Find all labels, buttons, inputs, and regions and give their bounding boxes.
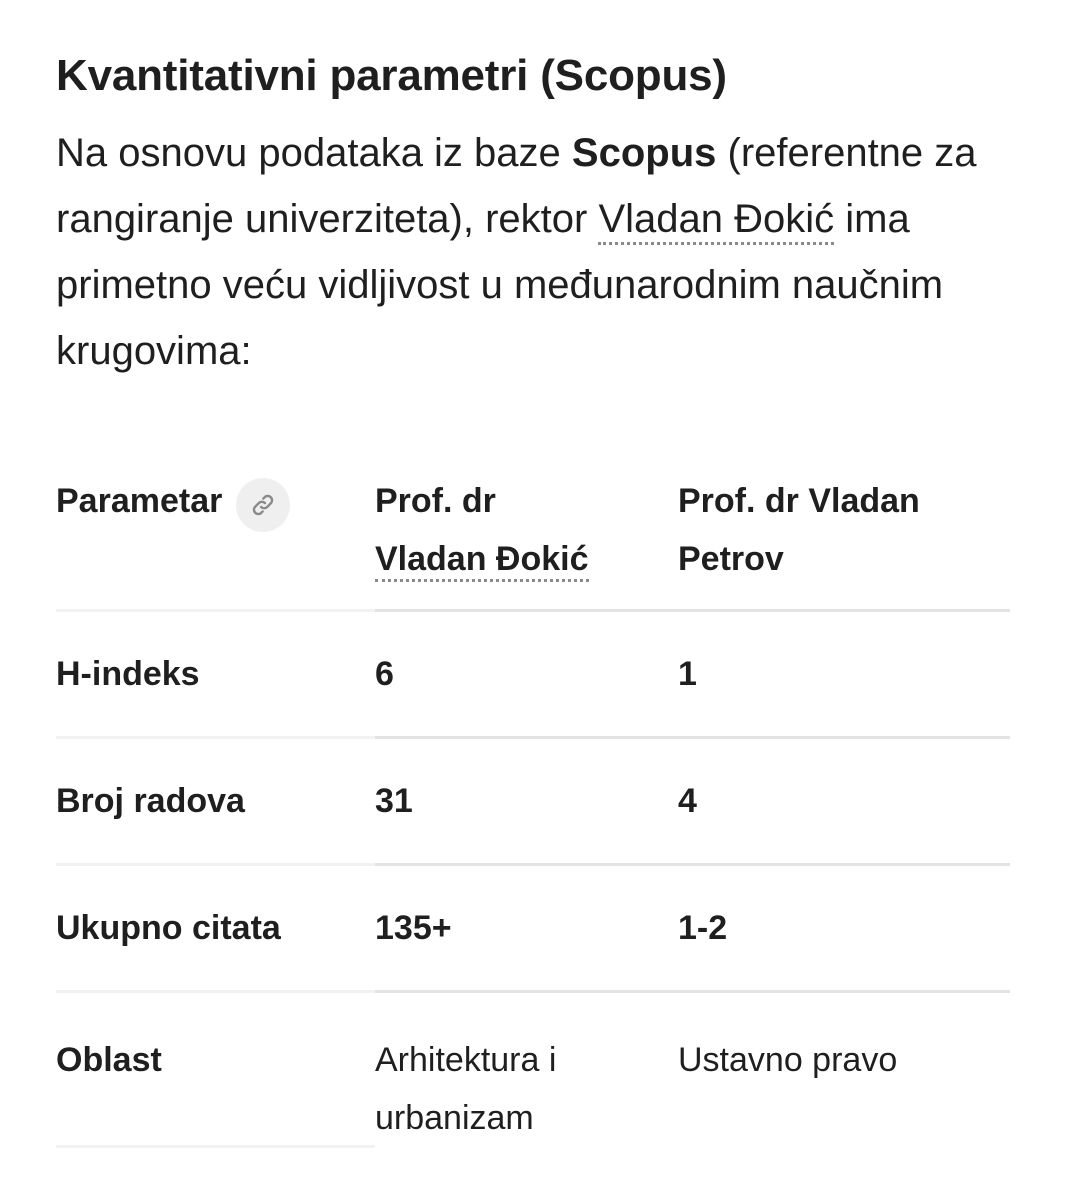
- intro-text-1: Na osnovu podataka iz baze: [56, 131, 572, 175]
- parameters-table: [56, 468, 1010, 1148]
- intro-text-3: ima primetno veću vidljivost u međunarodnim naučnim krugovima:: [56, 197, 944, 373]
- row-param: H-indeks: [56, 610, 375, 737]
- table-row: [56, 864, 1010, 991]
- row-value-petrov: 1: [678, 610, 1010, 737]
- table-row: [56, 737, 1010, 864]
- intro-paragraph: [56, 120, 1016, 384]
- intro-text-2: (referentne za rangiranje univerziteta), rektor: [56, 131, 977, 241]
- entity-link-vladan-dokic[interactable]: Vladan Đokić: [598, 197, 834, 245]
- intro-bold-scopus: Scopus: [571, 131, 717, 175]
- row-param: Broj radova: [56, 737, 375, 864]
- header-col-petrov: Prof. dr Vladan Petrov: [678, 468, 1010, 610]
- link-icon: [250, 492, 276, 518]
- row-value-petrov: 4: [678, 737, 1010, 864]
- header-parametar: [56, 468, 375, 610]
- row-param: Ukupno citata: [56, 864, 375, 991]
- section-heading: Kvantitativni parametri (Scopus): [56, 51, 727, 100]
- header-col-dokic: [375, 468, 678, 610]
- header-col-dokic-line1: Prof. dr: [375, 482, 496, 520]
- row-value-dokic: Arhitektura i urbanizam: [375, 1040, 557, 1137]
- copy-link-button[interactable]: [236, 478, 290, 532]
- row-value-dokic: 135+: [375, 864, 678, 991]
- row-value-dokic: 6: [375, 610, 678, 737]
- row-value-petrov: Ustavno pravo: [678, 1040, 898, 1079]
- table-row: [56, 610, 1010, 737]
- content-area: [56, 40, 1016, 384]
- header-entity-link-dokic[interactable]: Vladan Đokić: [375, 540, 589, 582]
- header-parametar-label: Parametar: [56, 482, 223, 520]
- row-value-dokic: 31: [375, 737, 678, 864]
- table-header-row: [56, 468, 1010, 610]
- row-value-petrov: 1-2: [678, 864, 1010, 991]
- table-row: [56, 991, 1010, 1147]
- row-param: Oblast: [56, 991, 375, 1147]
